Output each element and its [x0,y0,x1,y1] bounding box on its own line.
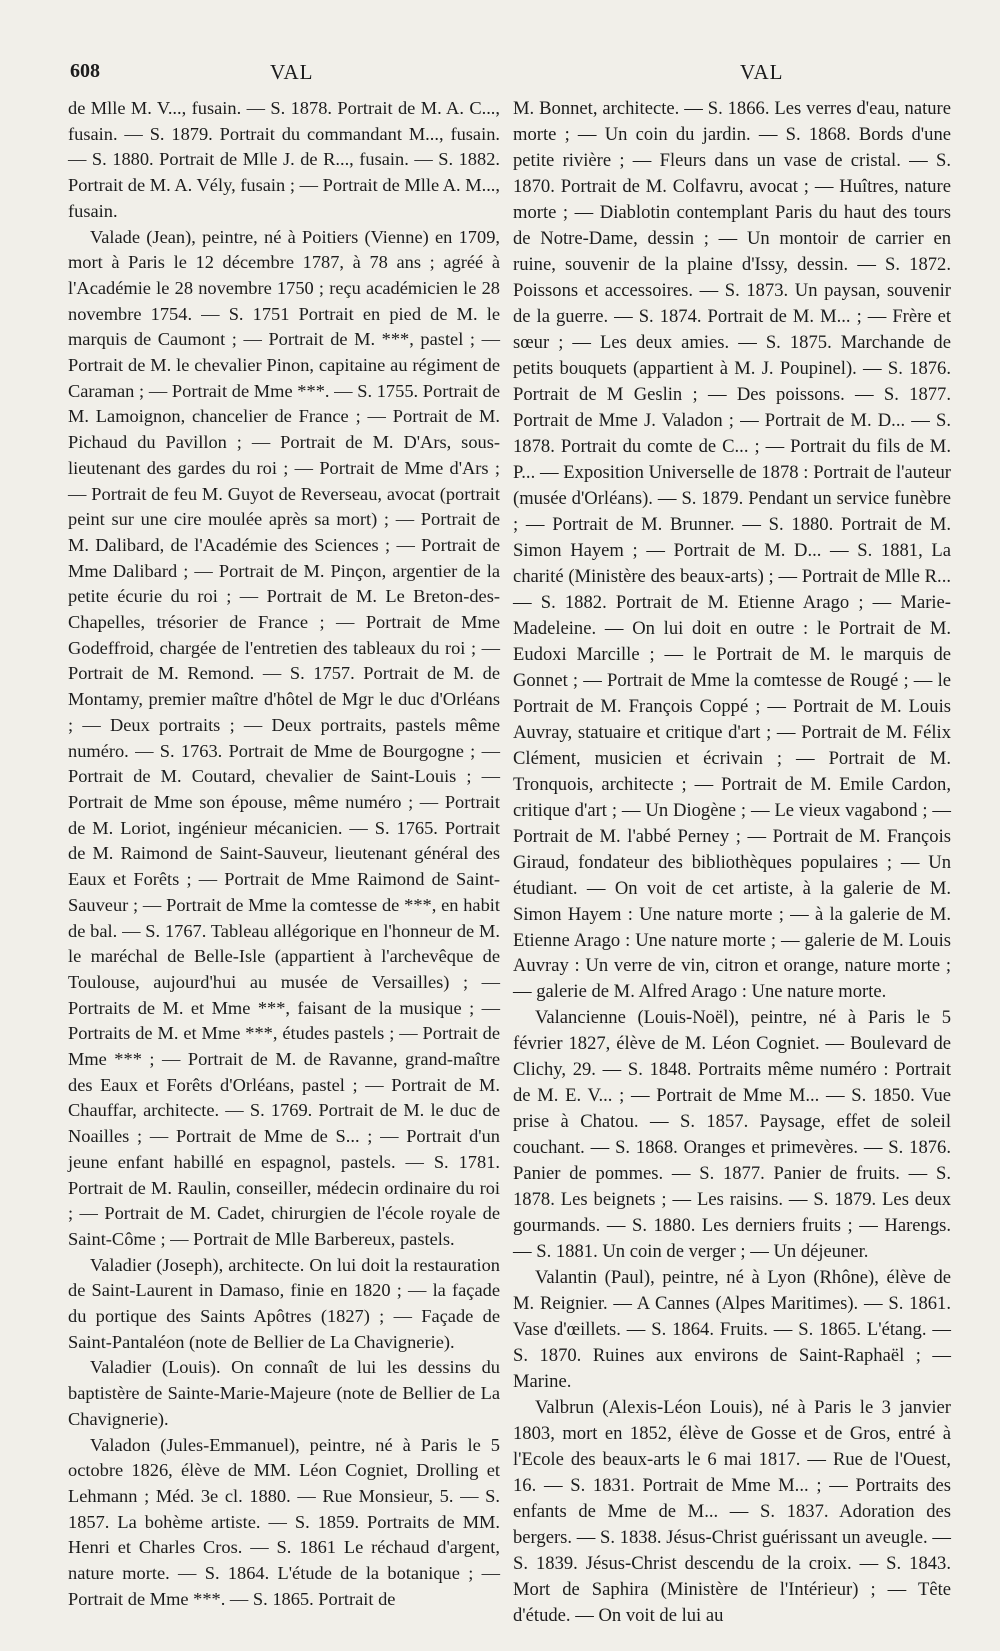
running-head-left: VAL [270,60,314,84]
right-column [513,96,951,1629]
entry-valbrun: Valbrun (Alexis-Léon Louis), né à Paris le 3 janvier 1803, mort en 1852, élève de Gosse et de Gros, entré à l'Ecole des beaux-arts le 6 mai 1817. — Rue de l'Ouest, 16. — S. 1831. Portrait de Mme M... ; — Portraits des enfants de Mme de M... — S. 1837. Adoration des bergers. — S. 1838. Jésus-Christ guérissant un aveugle. — S. 1839. Jésus-Christ descendu de la croix. — S. 1843. Mort de Saphira (Ministère de l'Intérieur) ; — Tête d'étude. — On voit de lui au [513,1397,951,1627]
page-header [0,60,1000,90]
entry-valadier-louis: Valadier (Louis). On connaît de lui les dessins du baptistère de Sainte-Marie-Majeure (note de Bellier de La Chavignerie). [68,1357,500,1429]
entry-valade-jean: Valade (Jean), peintre, né à Poitiers (Vienne) en 1709, mort à Paris le 12 décembre 1787, à 78 ans ; agréé à l'Académie le 28 novembre 1750 ; reçu académicien le 28 novembre 1754. — S. 1751 Portrait en pied de M. le marquis de Caumont ; — Portrait de M. ***, pastel ; — Portrait de M. le chevalier Pinon, capitaine au régiment de Caraman ; — Portrait de Mme ***. — S. 1755. Portrait de M. Lamoignon, chancelier de France ; — Portrait de M. Pichaud du Pavillon ; — Portrait de M. D'Ars, sous-lieutenant des gardes du roi ; — Portrait de Mme d'Ars ; — Portrait de feu M. Guyot de Reverseau, avocat (portrait peint sur une cire moulée après sa mort) ; — Portrait de M. Dalibard, de l'Académie des Sciences ; — Portrait de Mme Dalibard ; — Portrait de M. Pinçon, argentier de la petite écurie du roi ; — Portrait de M. Le Breton-des-Chapelles, trésorier de France ; — Portrait de Mme Godeffroid, chargée de l'entretien des tableaux du roi ; — Portrait de M. Remond. — S. 1757. Portrait de M. de Montamy, premier maître d'hôtel de Mgr le duc d'Orléans ; — Deux portraits ; — Deux portraits, pastels même numéro. — S. 1763. Portrait de Mme de Bourgogne ; — Portrait de M. Coutard, chevalier de Saint-Louis ; — Portrait de Mme son épouse, même numéro ; — Portrait de M. Loriot, ingénieur mécanicien. — S. 1765. Portrait de M. Raimond de Saint-Sauveur, lieutenant général des Eaux et Forêts ; — Portrait de Mme Raimond de Saint-Sauveur ; — Portrait de Mme la comtesse de ***, en habit de bal. — S. 1767. Tableau allégorique en l'honneur de M. le maréchal de Belle-Isle (appartient à l'archevêque de Toulouse, aujourd'hui au musée de Versailles) ; — Portraits de M. et Mme ***, faisant de la musique ; — Portraits de M. et Mme ***, études pastels ; — Portrait de Mme *** ; — Portrait de M. de Ravanne, grand-maître des Eaux et Forêts d'Orléans, pastel ; — Portrait de M. Chauffar, architecte. — S. 1769. Portrait de M. le duc de Noailles ; — Portrait de Mme de S... ; — Portrait d'un jeune enfant habillé en espagnol, pastels. — S. 1781. Portrait de M. Raulin, conseiller, médecin ordinaire du roi ; — Portrait de M. Cadet, chirurgien de l'école royale de Saint-Côme ; — Portrait de Mlle Barbereux, pastels. [68,226,500,1249]
entry-valadon-jules-emmanuel: Valadon (Jules-Emmanuel), peintre, né à Paris le 5 octobre 1826, élève de MM. Léon Cogniet, Drolling et Lehmann ; Méd. 3e cl. 1880. — Rue Monsieur, 5. — S. 1857. La bohème artiste. — S. 1859. Portraits de MM. Henri et Charles Cros. — S. 1861 Le réchaud d'argent, nature morte. — S. 1864. L'étude de la botanique ; — Portrait de Mme ***. — S. 1865. Portrait de [68,1434,500,1609]
running-head-right: VAL [740,60,784,84]
entry-continuation: de Mlle M. V..., fusain. — S. 1878. Portrait de M. A. C..., fusain. — S. 1879. Portrait du commandant M..., fusain. — S. 1880. Portrait de Mlle J. de R..., fusain. — S. 1882. Portrait de M. A. Vély, fusain ; — Portrait de Mlle A. M..., fusain. [68,98,500,221]
left-column [68,96,500,1612]
entry-continuation-valadon: M. Bonnet, architecte. — S. 1866. Les verres d'eau, nature morte ; — Un coin du jardin. — S. 1868. Bords d'une petite rivière ; — Fleurs dans un vase de cristal. — S. 1870. Portrait de M. Colfavru, avocat ; — Huîtres, nature morte ; — Diablotin contemplant Paris du haut des tours de Notre-Dame, dessin ; — Un montoir de carrier en ruine, souvenir de la plaine d'Issy, dessin. — S. 1872. Poissons et accessoires. — S. 1873. Un paysan, souvenir de la guerre. — S. 1874. Portrait de M. M... ; — Frère et sœur ; — Les deux amies. — S. 1875. Marchande de petits bouquets (appartient à M. J. Poupinel). — S. 1876. Portrait de M Geslin ; — Des poissons. — S. 1877. Portrait de Mme J. Valadon ; — Portrait de M. D... — S. 1878. Portrait du comte de C... ; — Portrait du fils de M. P... — Exposition Universelle de 1878 : Portrait de l'auteur (musée d'Orléans). — S. 1879. Pendant un service funèbre ; — Portrait de M. Brunner. — S. 1880. Portrait de M. Simon Hayem ; — Portrait de M. D... — S. 1881, La charité (Ministère des beaux-arts) ; — Portrait de Mlle R... — S. 1882. Portrait de M. Etienne Arago ; — Marie-Madeleine. — On lui doit en outre : le Portrait de M. Eudoxi Marcille ; — le Portrait de M. le marquis de Gonnet ; — Portrait de Mme la comtesse de Rougé ; — le Portrait de M. François Coppé ; — Portrait de M. Louis Auvray, statuaire et critique d'art ; — Portrait de M. Félix Clément, musicien et écrivain ; — Portrait de M. Tronquois, architecte ; — Portrait de M. Emile Cardon, critique d'art ; — Un Diogène ; — Le vieux vagabond ; — Portrait de M. l'abbé Perney ; — Portrait de M. François Giraud, fondateur des bibliothèques populaires ; — Un étudiant. — On voit de cet artiste, à la galerie de M. Simon Hayem : Une nature morte ; — à la galerie de M. Etienne Arago : Une nature morte ; — galerie de M. Louis Auvray : Un verre de vin, citron et orange, nature morte ; — galerie de M. Alfred Arago : Une nature morte. [513,98,951,1003]
entry-valadier-joseph: Valadier (Joseph), architecte. On lui doit la restauration de Saint-Laurent in Damaso, finie en 1820 ; — la façade du portique des Saints Apôtres (1827) ; — Façade de Saint-Pantaléon (note de Bellier de La Chavignerie). [68,1254,500,1352]
entry-valantin: Valantin (Paul), peintre, né à Lyon (Rhône), élève de M. Reignier. — A Cannes (Alpes Maritimes). — S. 1861. Vase d'œillets. — S. 1864. Fruits. — S. 1865. L'étang. — S. 1870. Ruines aux environs de Saint-Raphaël ; — Marine. [513,1267,951,1393]
page-number: 608 [70,60,100,82]
entry-valancienne: Valancienne (Louis-Noël), peintre, né à Paris le 5 février 1827, élève de M. Léon Cogniet. — Boulevard de Clichy, 29. — S. 1848. Portraits même numéro : Portrait de M. E. V... ; — Portrait de Mme M... — S. 1850. Vue prise à Chatou. — S. 1857. Paysage, effet de soleil couchant. — S. 1868. Oranges et primevères. — S. 1876. Panier de pommes. — S. 1877. Panier de fruits. — S. 1878. Les beignets ; — Les raisins. — S. 1879. Les deux gourmands. — S. 1880. Les derniers fruits ; — Harengs. — S. 1881. Un coin de verger ; — Un déjeuner. [513,1007,951,1263]
